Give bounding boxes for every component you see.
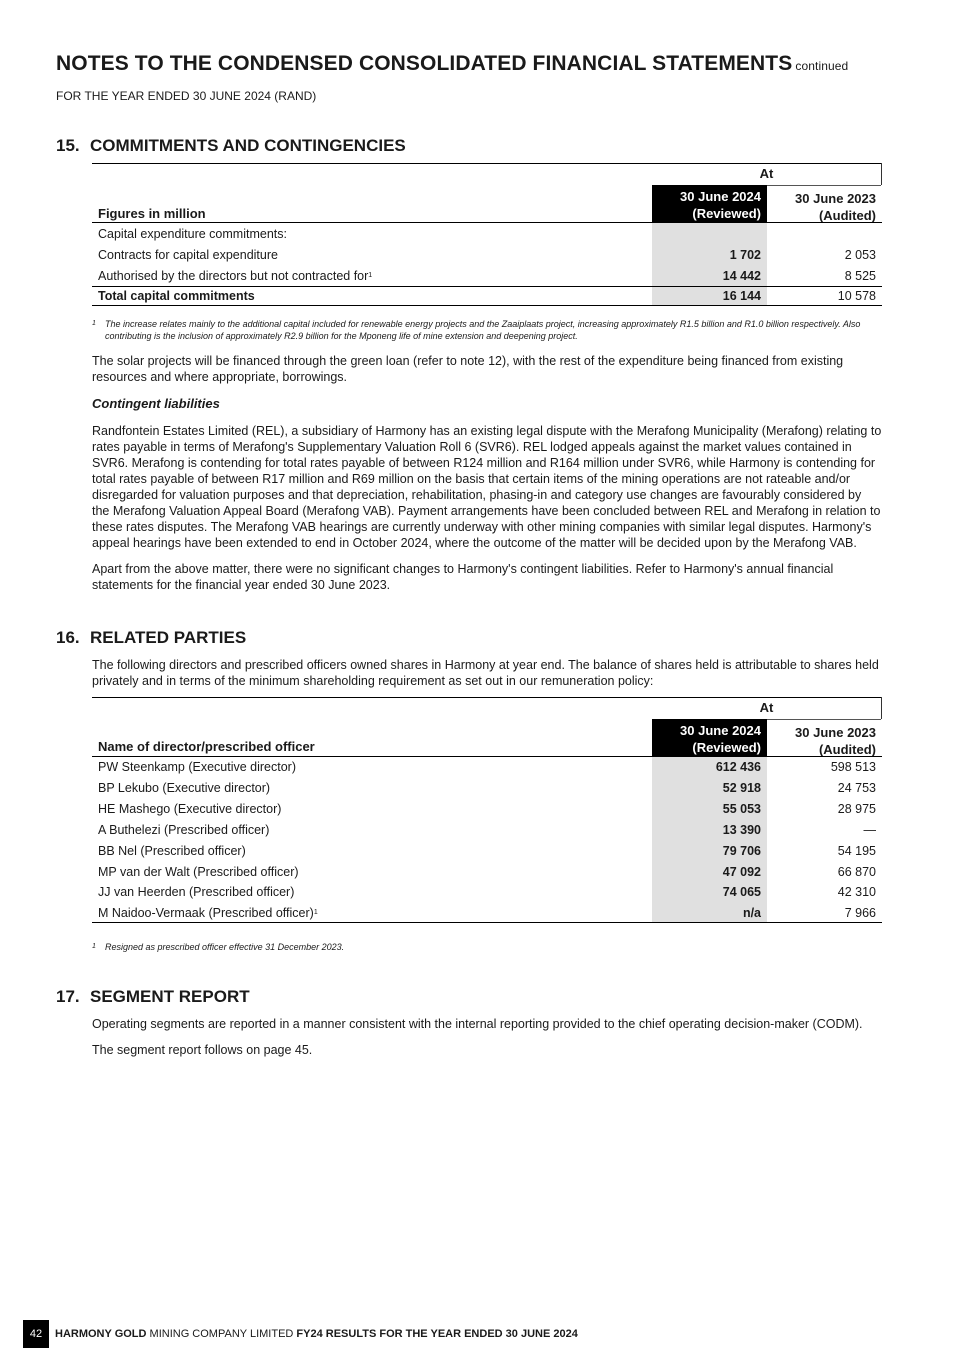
page-number: 42 <box>23 1320 49 1348</box>
table-row <box>92 224 882 245</box>
table-row <box>92 903 882 924</box>
shares-2024: n/a <box>742 906 761 920</box>
col-2024-header <box>652 719 767 756</box>
shares-2024: 13 390 <box>722 823 761 837</box>
footnote-mark: 1 <box>92 320 96 327</box>
col-2023-date: 30 June 2023 <box>795 191 876 206</box>
shares-2024: 79 706 <box>722 844 761 858</box>
section-17-title: SEGMENT REPORT <box>90 987 250 1006</box>
officer-name: JJ van Heerden (Prescribed officer) <box>98 885 295 899</box>
shares-2023: 598 513 <box>830 760 876 774</box>
footnote-text: Resigned as prescribed officer effective 31 December 2023. <box>105 942 345 952</box>
col-2024-date: 30 June 2024 <box>680 189 761 204</box>
shares-2024: 47 092 <box>722 865 761 879</box>
shares-2023: 24 753 <box>837 781 876 795</box>
section-15-heading <box>56 136 406 156</box>
shares-2023: 54 195 <box>837 844 876 858</box>
footnote-mark: 1 <box>92 943 96 950</box>
officer-name-text: M Naidoo-Vermaak (Prescribed officer) <box>98 906 314 920</box>
col-2023-header <box>767 721 882 761</box>
segment-report-paragraph: Operating segments are reported in a manner consistent with the internal reporting provided to the chief operating decision-maker (CODM). <box>92 1017 863 1031</box>
footnote-ref: 1 <box>313 909 318 916</box>
rel-dispute-paragraph: Randfontein Estates Limited (REL), a subsidiary of Harmony has an existing legal dispute with the Merafong Municipality (Merafong) relating to rates payable in terms of Merafong's Supplementary Valuation Roll 6 (SVR6). REL lodged appeals against the market values contained in SVR6. Merafong is contending for total rates payable of between R124 million and R164 million under SVR6, while Harmony is contending for total rates payable of between R17 million and R69 million on the basis that certain items of the mining operations are not rateable and/or disregarded for valuation purposes and that depreciation, rehabilitation, phasing-in and category use changes are favourably considered by the Merafong Valuation Appeal Board (Merafong VAB). Payment arrangements have been concluded between REL and Merafong in relation to these rates disputes. The Merafong VAB hearings are currently underway with other mining companies with similar legal disputes. Harmony's appeal hearings have been extended to end in October 2024, where the outcome of the matter will be decided upon by the Merafong VAB. <box>92 424 882 550</box>
total-row <box>92 286 882 307</box>
footnote-text: The increase relates mainly to the additional capital included for renewable energy projects and the Zaaiplaats project, increasing approximately R1.5 billion and R1.0 billion respectively. Also contributing is the inclusion of approximately R2.9 billion for the Mponeng life of mine extension and deepening project. <box>105 319 861 341</box>
continued-label: continued <box>795 59 849 73</box>
officer-name: PW Steenkamp (Executive director) <box>98 760 296 774</box>
section-16-footnote <box>92 942 882 954</box>
officer-name: BP Lekubo (Executive director) <box>98 781 271 795</box>
segment-report-reference: The segment report follows on page 45. <box>92 1043 313 1057</box>
col-2024-header <box>652 185 767 222</box>
footnote-ref: 1 <box>368 272 373 279</box>
col-2024-status: (Reviewed) <box>692 206 761 221</box>
officer-name: MP van der Walt (Prescribed officer) <box>98 865 299 879</box>
row-label: Capital expenditure commitments: <box>98 227 287 241</box>
at-header: At <box>652 697 881 720</box>
table-row <box>92 778 882 799</box>
row-label <box>98 266 372 287</box>
col-2023-status: (Audited) <box>818 742 876 757</box>
col-2024-status: (Reviewed) <box>692 740 761 755</box>
footer-company-rest: MINING COMPANY LIMITED <box>149 1328 294 1340</box>
contingent-summary-paragraph: Apart from the above matter, there were no significant changes to Harmony's contingent liabilities. Refer to Harmony's annual financial statements for the financial year ended 30 June 2023. <box>92 562 834 592</box>
at-header: At <box>652 163 881 186</box>
page-title-text: NOTES TO THE CONDENSED CONSOLIDATED FINANCIAL STATEMENTS <box>56 52 793 75</box>
shares-2023: 66 870 <box>837 865 876 879</box>
section-17-number: 17. <box>56 987 80 1006</box>
officer-name: BB Nel (Prescribed officer) <box>98 844 246 858</box>
value-2024: 14 442 <box>722 269 761 283</box>
footer-report-title: FY24 RESULTS FOR THE YEAR ENDED 30 JUNE 2024 <box>296 1328 578 1340</box>
total-2024: 16 144 <box>722 289 761 303</box>
col-2023-date: 30 June 2023 <box>795 725 876 740</box>
total-2023: 10 578 <box>837 289 876 303</box>
table-right-edge <box>881 697 882 719</box>
shares-2024: 74 065 <box>722 885 761 899</box>
table-row <box>92 799 882 820</box>
officer-name: A Buthelezi (Prescribed officer) <box>98 823 270 837</box>
section-15-footnote <box>92 319 882 342</box>
shares-2023: 42 310 <box>837 885 876 899</box>
footer-text <box>55 1328 578 1340</box>
page-footer <box>23 1320 923 1348</box>
name-column-header: Name of director/prescribed officer <box>98 739 315 754</box>
value-2023: 8 525 <box>844 269 876 283</box>
col-2023-header <box>767 187 882 227</box>
officer-name: HE Mashego (Executive director) <box>98 802 282 816</box>
solar-financing-paragraph: The solar projects will be financed through the green loan (refer to note 12), with the rest of the expenditure being financed from existing resources and where appropriate, borrowings. <box>92 354 844 384</box>
col-2024-date: 30 June 2024 <box>680 723 761 738</box>
value-2024: 1 702 <box>729 248 761 262</box>
col-2023-status: (Audited) <box>818 208 876 223</box>
row-label-text: Authorised by the directors but not contracted for <box>98 269 369 283</box>
table-row <box>92 882 882 903</box>
table-row <box>92 266 882 287</box>
figures-in-million-label: Figures in million <box>98 206 206 221</box>
related-parties-intro: The following directors and prescribed officers owned shares in Harmony at year end. The balance of shares held is attributable to shares held privately and in terms of the minimum shareholding requirement as set out in our remuneration policy: <box>92 658 879 688</box>
shares-2024: 612 436 <box>715 760 761 774</box>
row-label: Contracts for capital expenditure <box>98 248 278 262</box>
shares-2023: 28 975 <box>837 802 876 816</box>
section-16-title: RELATED PARTIES <box>90 628 247 647</box>
table-row <box>92 757 882 778</box>
section-16-heading <box>56 628 246 648</box>
total-label: Total capital commitments <box>98 289 255 303</box>
header-separator <box>92 222 882 223</box>
value-2023: 2 053 <box>844 248 876 262</box>
table-right-edge <box>881 163 882 185</box>
contingent-liabilities-heading: Contingent liabilities <box>92 396 220 411</box>
shares-2023: — <box>863 823 876 837</box>
page-subtitle: FOR THE YEAR ENDED 30 JUNE 2024 (RAND) <box>56 89 317 103</box>
table-row <box>92 841 882 862</box>
officer-name <box>98 903 318 924</box>
shares-2024: 52 918 <box>722 781 761 795</box>
shares-2024: 55 053 <box>722 802 761 816</box>
section-17-heading <box>56 987 250 1007</box>
footer-company-bold: HARMONY GOLD <box>55 1328 147 1340</box>
table-row <box>92 862 882 883</box>
table-row <box>92 245 882 266</box>
section-15-title: COMMITMENTS AND CONTINGENCIES <box>90 136 406 155</box>
page-title <box>56 52 848 76</box>
table-row <box>92 820 882 841</box>
section-16-number: 16. <box>56 628 80 647</box>
shares-2023: 7 966 <box>844 906 876 920</box>
section-15-number: 15. <box>56 136 80 155</box>
